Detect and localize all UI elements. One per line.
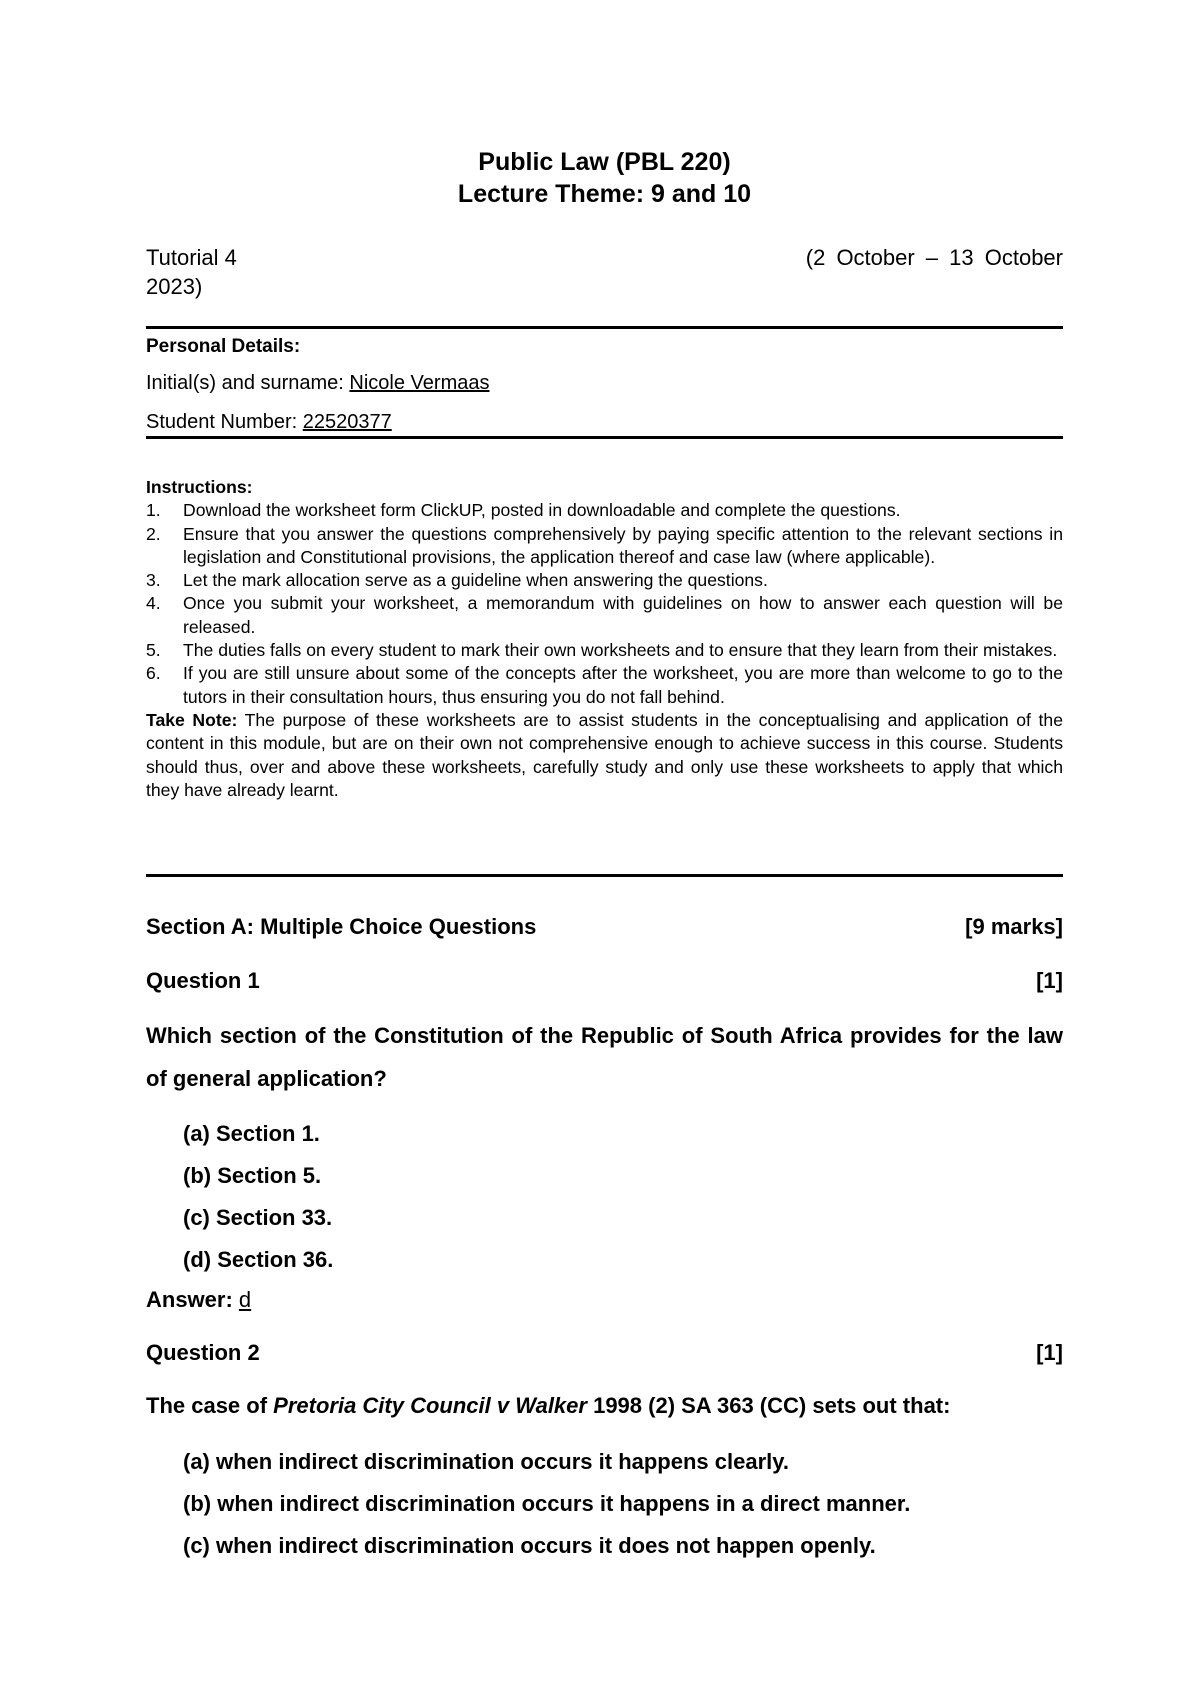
question-2-text-before: The case of xyxy=(146,1393,274,1418)
question-2-option-b: (b) when indirect discrimination occurs it happens in a direct manner. xyxy=(183,1491,911,1516)
answer-label: Answer: xyxy=(146,1287,239,1312)
take-note xyxy=(146,709,1063,802)
list-item xyxy=(146,592,1063,639)
question-1-text: Which section of the Constitution of the Republic of South Africa provides for the law of general application? xyxy=(146,1023,1063,1091)
question-1-answer xyxy=(146,1287,251,1313)
section-a-marks: [9 marks] xyxy=(965,914,1063,939)
question-2-option-c: (c) when indirect discrimination occurs it does not happen openly. xyxy=(183,1533,876,1558)
list-item-number: 3. xyxy=(146,570,161,591)
list-item-number: 1. xyxy=(146,500,161,521)
list-item-text: If you are still unsure about some of the concepts after the worksheet, you are more than welcome to go to the tutors in their consultation hours, thus ensuring you do not fall behind. xyxy=(183,663,1063,707)
question-1-heading xyxy=(146,968,1063,994)
list-item xyxy=(146,662,1063,709)
name-label: Initial(s) and surname: xyxy=(146,372,350,394)
divider xyxy=(146,436,1063,439)
tutorial-year: 2023) xyxy=(146,274,203,299)
list-item-text: Once you submit your worksheet, a memorandum with guidelines on how to answer each question will be released. xyxy=(183,593,1063,637)
document-title: Public Law (PBL 220) xyxy=(478,148,731,176)
list-item-number: 6. xyxy=(146,663,161,684)
list-item-text: Ensure that you answer the questions comprehensively by paying specific attention to the relevant sections in legislation and Constitutional provisions, the application thereof and case law (where applicable). xyxy=(183,523,1063,567)
list-item-number: 4. xyxy=(146,593,161,614)
list-item xyxy=(146,569,1063,592)
personal-details-heading: Personal Details: xyxy=(146,336,301,357)
section-a-title: Section A: Multiple Choice Questions xyxy=(146,914,537,939)
question-2-option-a: (a) when indirect discrimination occurs it happens clearly. xyxy=(183,1449,789,1474)
student-number-line xyxy=(146,411,392,434)
question-2-marks: [1] xyxy=(1036,1340,1063,1365)
instructions-list xyxy=(146,499,1063,709)
question-1-option-d: (d) Section 36. xyxy=(183,1247,334,1272)
case-name: Pretoria City Council v Walker xyxy=(273,1393,587,1418)
divider xyxy=(146,874,1063,877)
lecture-theme: Lecture Theme: 9 and 10 xyxy=(457,180,752,208)
section-a-heading xyxy=(146,914,1063,940)
question-2-text-after: 1998 (2) SA 363 (CC) sets out that: xyxy=(586,1393,951,1418)
list-item-text: The duties falls on every student to mark their own worksheets and to ensure that they learn from their mistakes. xyxy=(183,640,1058,661)
question-2-text xyxy=(146,1384,1063,1427)
list-item xyxy=(146,499,1063,522)
tutorial-date-range: (2 October – 13 October xyxy=(805,245,1063,270)
list-item xyxy=(146,523,1063,570)
question-1-title: Question 1 xyxy=(146,968,260,993)
instructions-block xyxy=(146,476,1063,802)
name-line xyxy=(146,372,489,395)
student-number-label: Student Number: xyxy=(146,411,303,433)
question-1-option-c: (c) Section 33. xyxy=(183,1205,333,1230)
list-item xyxy=(146,639,1063,662)
list-item-text: Download the worksheet form ClickUP, posted in downloadable and complete the questions. xyxy=(183,500,901,521)
tutorial-label: Tutorial 4 xyxy=(146,245,237,270)
question-2-heading xyxy=(146,1340,1063,1366)
student-number-value: 22520377 xyxy=(302,411,392,433)
list-item-number: 5. xyxy=(146,640,161,661)
take-note-label: Take Note: xyxy=(146,709,238,730)
take-note-text: The purpose of these worksheets are to assist students in the conceptualising and application of the content in this module, but are on their own not comprehensive enough to achieve success in this course. Students should thus, over and above these worksheets, carefully study and only use these worksheets to apply that which they have already learnt. xyxy=(146,709,1063,800)
name-value: Nicole Vermaas xyxy=(349,372,490,394)
list-item-text: Let the mark allocation serve as a guideline when answering the questions. xyxy=(183,570,768,591)
instructions-heading: Instructions: xyxy=(146,477,253,497)
divider xyxy=(146,326,1063,329)
list-item-number: 2. xyxy=(146,523,161,544)
question-1-option-a: (a) Section 1. xyxy=(183,1121,320,1146)
question-2-title: Question 2 xyxy=(146,1340,260,1365)
question-1-marks: [1] xyxy=(1036,968,1063,993)
question-1-option-b: (b) Section 5. xyxy=(183,1163,322,1188)
answer-value: d xyxy=(238,1287,252,1312)
